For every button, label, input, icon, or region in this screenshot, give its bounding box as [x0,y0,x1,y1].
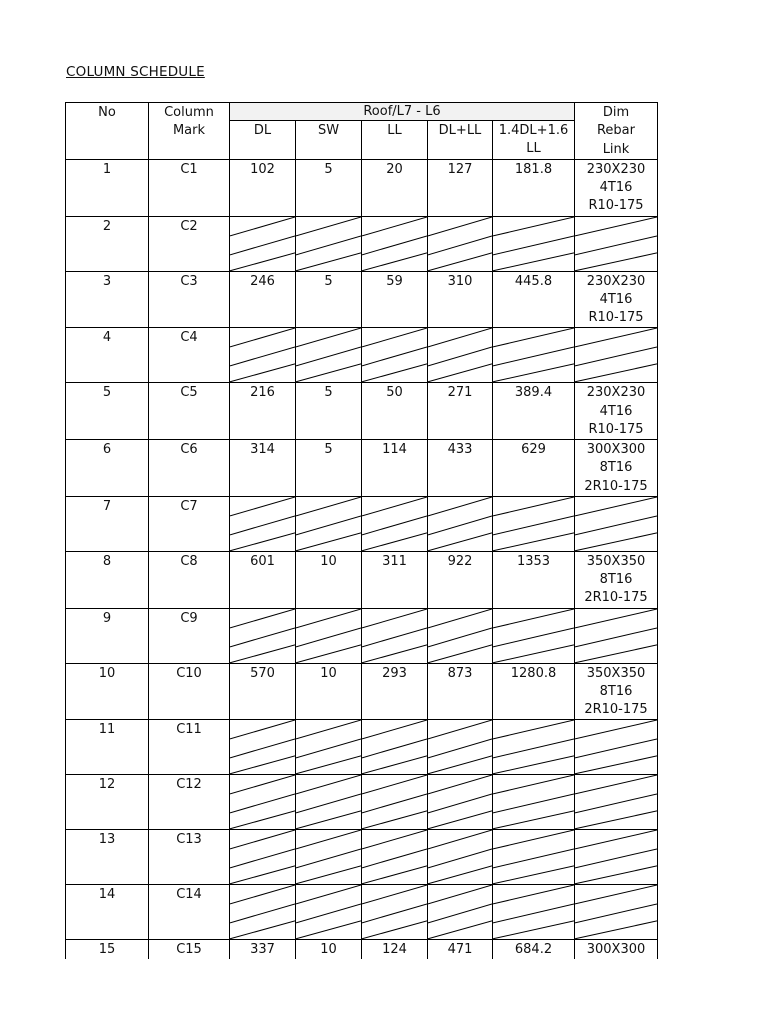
value-sw: 10 [296,551,362,608]
table-row [66,497,658,552]
column-schedule-table [65,102,658,959]
value-sw: 5 [296,383,362,440]
row-number: 15 [66,939,149,959]
value-combo: 1280.8 [493,663,575,720]
row-number: 4 [66,328,149,383]
column-mark: C4 [149,328,230,383]
table-row [66,271,658,328]
hatched-cell [362,216,428,271]
value-sw: 10 [296,663,362,720]
value-ll: 50 [362,383,428,440]
column-mark: C9 [149,608,230,663]
hatched-cell [493,775,575,830]
header-dim-rebar-link: Dim Rebar Link [575,103,658,160]
value-sw: 10 [296,939,362,959]
hatched-cell [230,328,296,383]
table-row [66,608,658,663]
hatched-cell [230,775,296,830]
hatched-cell [575,608,658,663]
table-row [66,216,658,271]
hatched-cell [428,497,493,552]
value-dlll: 433 [428,440,493,497]
row-number: 8 [66,551,149,608]
hatched-cell [362,497,428,552]
row-number: 12 [66,775,149,830]
value-dlll: 471 [428,939,493,959]
value-ll: 59 [362,271,428,328]
value-dim: 350X350 8T16 2R10-175 [575,663,658,720]
hatched-cell [428,830,493,885]
value-ll: 311 [362,551,428,608]
hatched-cell [362,328,428,383]
row-number: 11 [66,720,149,775]
value-dim: 230X230 4T16 R10-175 [575,383,658,440]
hatched-cell [575,830,658,885]
value-dl: 570 [230,663,296,720]
value-dl: 337 [230,939,296,959]
table-row [66,720,658,775]
hatched-cell [575,216,658,271]
hatched-cell [493,720,575,775]
value-combo: 684.2 [493,939,575,959]
column-mark: C5 [149,383,230,440]
value-dim: 300X300 8T16 2R10-175 [575,440,658,497]
value-dl: 216 [230,383,296,440]
column-mark: C6 [149,440,230,497]
column-mark: C10 [149,663,230,720]
value-ll: 293 [362,663,428,720]
hatched-cell [428,608,493,663]
hatched-cell [230,497,296,552]
value-dim: 350X350 8T16 2R10-175 [575,551,658,608]
header-roof-level: Roof/L7 - L6 [230,103,575,121]
column-mark: C8 [149,551,230,608]
value-dim: 230X230 4T16 R10-175 [575,159,658,216]
header-sw: SW [296,121,362,160]
table-row [66,383,658,440]
value-dl: 314 [230,440,296,497]
column-mark: C3 [149,271,230,328]
hatched-cell [230,216,296,271]
hatched-cell [575,775,658,830]
row-number: 9 [66,608,149,663]
value-ll: 124 [362,939,428,959]
hatched-cell [575,497,658,552]
hatched-cell [296,830,362,885]
hatched-cell [362,720,428,775]
row-number: 7 [66,497,149,552]
hatched-cell [296,328,362,383]
header-no: No [66,103,149,160]
value-dlll: 922 [428,551,493,608]
value-sw: 5 [296,440,362,497]
hatched-cell [575,884,658,939]
column-mark: C1 [149,159,230,216]
table-row [66,440,658,497]
column-mark: C7 [149,497,230,552]
header-factored-load: 1.4DL+1.6 LL [493,121,575,160]
value-combo: 629 [493,440,575,497]
hatched-cell [230,720,296,775]
table-row [66,939,658,959]
hatched-cell [296,497,362,552]
row-number: 1 [66,159,149,216]
hatched-cell [362,775,428,830]
value-dlll: 310 [428,271,493,328]
hatched-cell [230,884,296,939]
hatched-cell [296,884,362,939]
hatched-cell [296,608,362,663]
value-dlll: 873 [428,663,493,720]
table-row [66,884,658,939]
value-dlll: 271 [428,383,493,440]
hatched-cell [493,328,575,383]
header-dl: DL [230,121,296,160]
hatched-cell [428,720,493,775]
column-mark: C11 [149,720,230,775]
hatched-cell [428,216,493,271]
hatched-cell [428,328,493,383]
table-row [66,551,658,608]
header-dl-ll: DL+LL [428,121,493,160]
hatched-cell [493,830,575,885]
value-sw: 5 [296,271,362,328]
column-mark: C14 [149,884,230,939]
hatched-cell [493,884,575,939]
row-number: 13 [66,830,149,885]
table-row [66,830,658,885]
column-mark: C13 [149,830,230,885]
document-title: COLUMN SCHEDULE [66,64,205,80]
hatched-cell [296,720,362,775]
table-row [66,663,658,720]
row-number: 10 [66,663,149,720]
hatched-cell [230,830,296,885]
value-sw: 5 [296,159,362,216]
value-dlll: 127 [428,159,493,216]
hatched-cell [230,608,296,663]
value-ll: 114 [362,440,428,497]
hatched-cell [428,775,493,830]
hatched-cell [362,608,428,663]
value-dim: 230X230 4T16 R10-175 [575,271,658,328]
header-row-1 [66,103,658,121]
hatched-cell [493,608,575,663]
table-row [66,775,658,830]
table-row [66,159,658,216]
hatched-cell [362,830,428,885]
hatched-cell [428,884,493,939]
table-row [66,328,658,383]
row-number: 6 [66,440,149,497]
value-dl: 601 [230,551,296,608]
value-combo: 445.8 [493,271,575,328]
value-combo: 181.8 [493,159,575,216]
value-combo: 389.4 [493,383,575,440]
value-combo: 1353 [493,551,575,608]
column-mark: C15 [149,939,230,959]
hatched-cell [296,216,362,271]
value-ll: 20 [362,159,428,216]
value-dim: 300X300 [575,939,658,959]
hatched-cell [575,720,658,775]
row-number: 14 [66,884,149,939]
row-number: 3 [66,271,149,328]
hatched-cell [493,497,575,552]
header-ll: LL [362,121,428,160]
row-number: 5 [66,383,149,440]
column-mark: C12 [149,775,230,830]
hatched-cell [575,328,658,383]
value-dl: 102 [230,159,296,216]
header-column-mark: Column Mark [149,103,230,160]
value-dl: 246 [230,271,296,328]
row-number: 2 [66,216,149,271]
hatched-cell [296,775,362,830]
column-mark: C2 [149,216,230,271]
hatched-cell [493,216,575,271]
hatched-cell [362,884,428,939]
